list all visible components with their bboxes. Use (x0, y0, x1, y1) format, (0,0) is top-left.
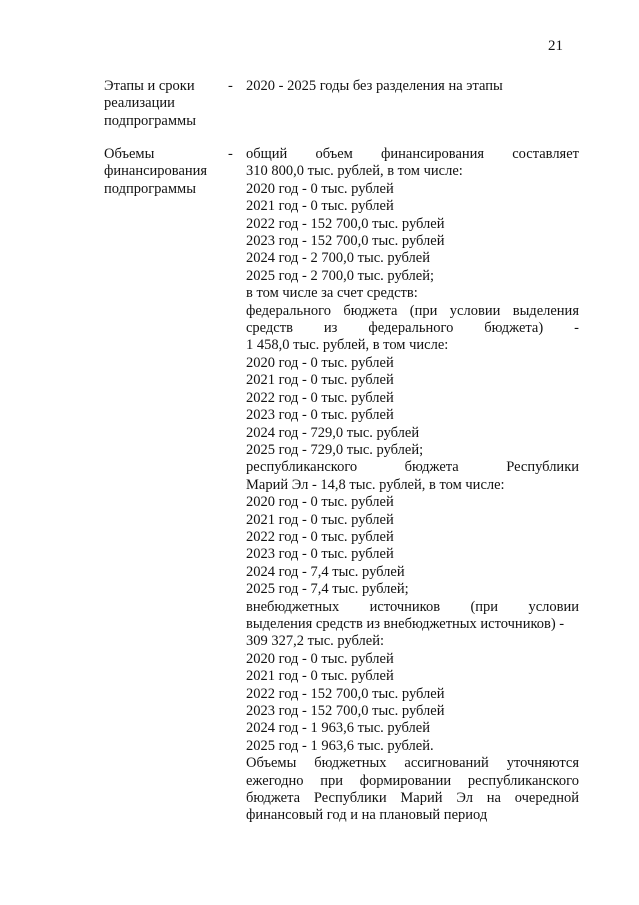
financing-line: 2020 год - 0 тыс. рублей (246, 650, 394, 667)
financing-line: 2024 год - 1 963,6 тыс. рублей (246, 720, 430, 737)
financing-line: 309 327,2 тыс. рублей: (246, 633, 384, 650)
financing-line: 2025 год - 729,0 тыс. рублей; (246, 441, 424, 458)
financing-label (104, 146, 224, 198)
financing-label-line: финансирования (104, 163, 208, 180)
financing-line: 1 458,0 тыс. рублей, в том числе: (246, 337, 449, 354)
financing-line: общий объем финансирования составляет (246, 146, 579, 162)
financing-line: 2024 год - 2 700,0 тыс. рублей (246, 250, 430, 267)
financing-line: средств из федерального бюджета) - (246, 320, 579, 337)
financing-line: 2020 год - 0 тыс. рублей (246, 354, 394, 371)
financing-line: 2022 год - 152 700,0 тыс. рублей (246, 685, 445, 702)
financing-line: выделения средств из внебюджетных источников) - (246, 615, 565, 632)
financing-line: 2023 год - 0 тыс. рублей (246, 546, 394, 563)
stages-label (104, 78, 224, 130)
financing-line: внебюджетных источников (при условии (246, 598, 579, 615)
financing-closing-paragraph: Объемы бюджетных ассигнований уточняются ежегодно при формировании республиканского бюджета Республики Марий Эл на очередной финансовый год и на плановый период (246, 755, 579, 824)
financing-line: 2023 год - 152 700,0 тыс. рублей (246, 233, 445, 250)
financing-line: 2022 год - 152 700,0 тыс. рублей (246, 215, 445, 232)
financing-line: 2025 год - 2 700,0 тыс. рублей; (246, 267, 434, 284)
financing-label-line: Объемы (104, 146, 155, 162)
financing-line: 2020 год - 0 тыс. рублей (246, 494, 394, 511)
financing-line: республиканского бюджета Республики (246, 459, 579, 476)
financing-line: 310 800,0 тыс. рублей, в том числе: (246, 163, 463, 180)
financing-line: 2023 год - 152 700,0 тыс. рублей (246, 703, 445, 719)
financing-line: 2024 год - 7,4 тыс. рублей (246, 563, 405, 580)
financing-line: 2023 год - 0 тыс. рублей (246, 407, 394, 424)
financing-line: 2021 год - 0 тыс. рублей (246, 668, 394, 685)
stages-label-line: подпрограммы (104, 112, 196, 129)
financing-line: 2021 год - 0 тыс. рублей (246, 198, 394, 215)
financing-line: Марий Эл - 14,8 тыс. рублей, в том числе: (246, 476, 505, 493)
financing-line: 2022 год - 0 тыс. рублей (246, 389, 394, 406)
financing-line: 2025 год - 7,4 тыс. рублей; (246, 581, 409, 598)
page-number: 21 (548, 38, 563, 54)
financing-label-line: подпрограммы (104, 180, 196, 197)
financing-dash: - (228, 146, 233, 162)
financing-line: в том числе за счет средств: (246, 285, 418, 302)
financing-line: 2020 год - 0 тыс. рублей (246, 180, 394, 197)
financing-line: 2021 год - 0 тыс. рублей (246, 372, 394, 389)
financing-value (246, 146, 579, 825)
financing-line: 2025 год - 1 963,6 тыс. рублей. (246, 737, 434, 754)
stages-label-line: реализации (104, 95, 175, 112)
stages-dash: - (228, 78, 233, 94)
financing-line: федерального бюджета (при условии выделения (246, 302, 579, 319)
stages-label-line: Этапы и сроки (104, 78, 195, 94)
financing-line: 2021 год - 0 тыс. рублей (246, 511, 394, 528)
financing-line: 2024 год - 729,0 тыс. рублей (246, 424, 420, 441)
stages-value: 2020 - 2025 годы без разделения на этапы (246, 78, 503, 94)
financing-line: 2022 год - 0 тыс. рублей (246, 528, 394, 545)
